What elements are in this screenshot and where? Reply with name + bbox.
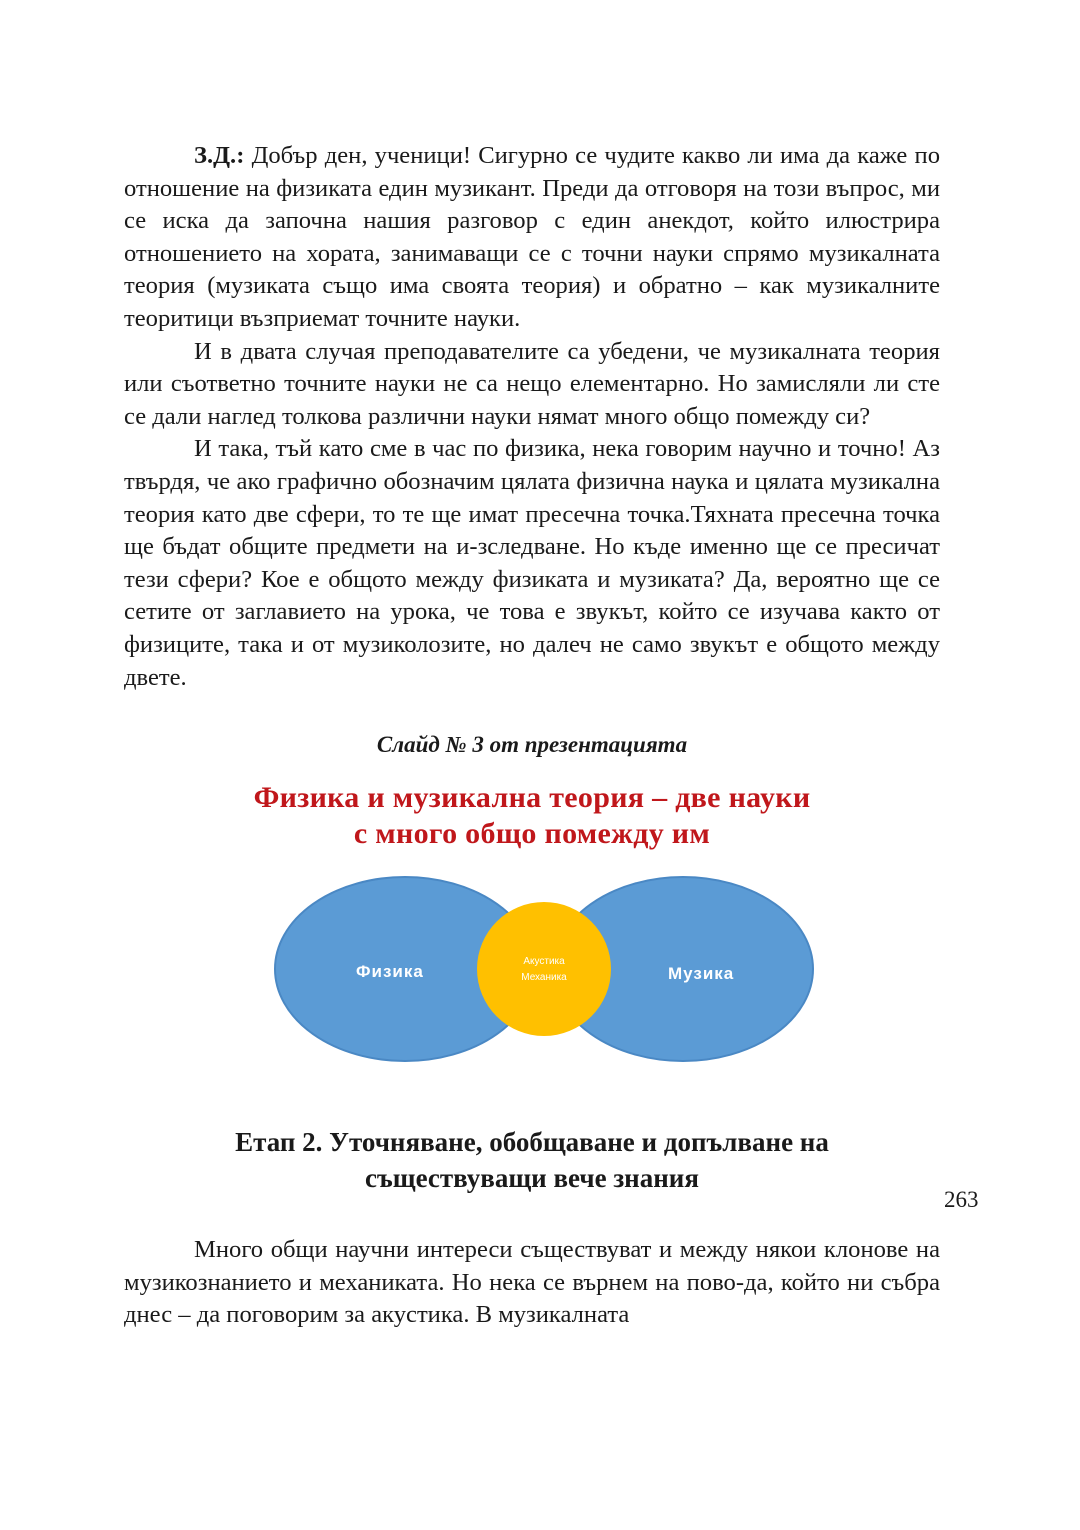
paragraph-1-text: Добър ден, ученици! Сигурно се чудите какво ли има да каже по отношение на физиката един музикант. Преди да отговоря на този въпрос, ми се иска да започна нашия разговор с един анекдот, който илюстрира отношението на хората, занимаващи се с точни науки спрямо музикалната теория (музиката също има своята теория) и обратно – как музикалните теоритици възприемат точните науки. [124,142,940,332]
slide-figure [124,774,940,1074]
paragraph-1 [124,140,940,336]
slide-caption: Слайд № 3 от презентацията [376,732,688,758]
paragraph-4: Много общи научни интереси съществуват и между някои клонове на музикознанието и механиката. Но нека се върнем на пово-да, който ни събра днес – да поговорим за акустика. В музикалната [124,1236,940,1329]
acoustics-label: Акустика [523,956,565,968]
section-heading [124,1124,940,1196]
venn-diagram [274,874,814,1064]
page-number: 263 [944,1187,979,1212]
music-label: Музика [668,964,735,984]
acoustics-circle [477,902,611,1036]
slide-title [124,780,940,852]
section-heading-line-2: съществуващи вече знания [365,1163,699,1194]
paragraph-3: И така, тъй като сме в час по физика, нека говорим научно и точно! Аз твърдя, че ако графично обозначим цялата физична наука и цялата музикална теория като две сфери, то те ще имат пресечна точка.Тяхната пресечна точка ще бъдат общите предмети на и-зследване. Но къде именно ще се пресичат тези сфери? Кое е общото между физиката и музиката? Да, вероятно ще се сетите от заглавието на урока, че това е звукът, който се изучава както от физиците, така и от музиколозите, но далеч не само звукът е общото между двете. [124,435,940,691]
paragraph-2: И в двата случая преподавателите са убедени, че музикалната теория или съответно точните науки не са нещо елементарно. Но замисляли ли сте се дали наглед толкова различни науки нямат много общо помежду си? [124,337,940,430]
page-content [124,140,979,1332]
slide-title-line-1: Физика и музикална теория – две науки [253,781,811,815]
speaker-label: З.Д.: [194,142,245,169]
slide-title-line-2: с много общо помежду им [353,817,711,851]
mechanics-label: Механика [521,972,567,984]
physics-label: Физика [356,962,424,982]
section-heading-line-1: Етап 2. Уточняване, обобщаване и допълване на [235,1127,829,1158]
